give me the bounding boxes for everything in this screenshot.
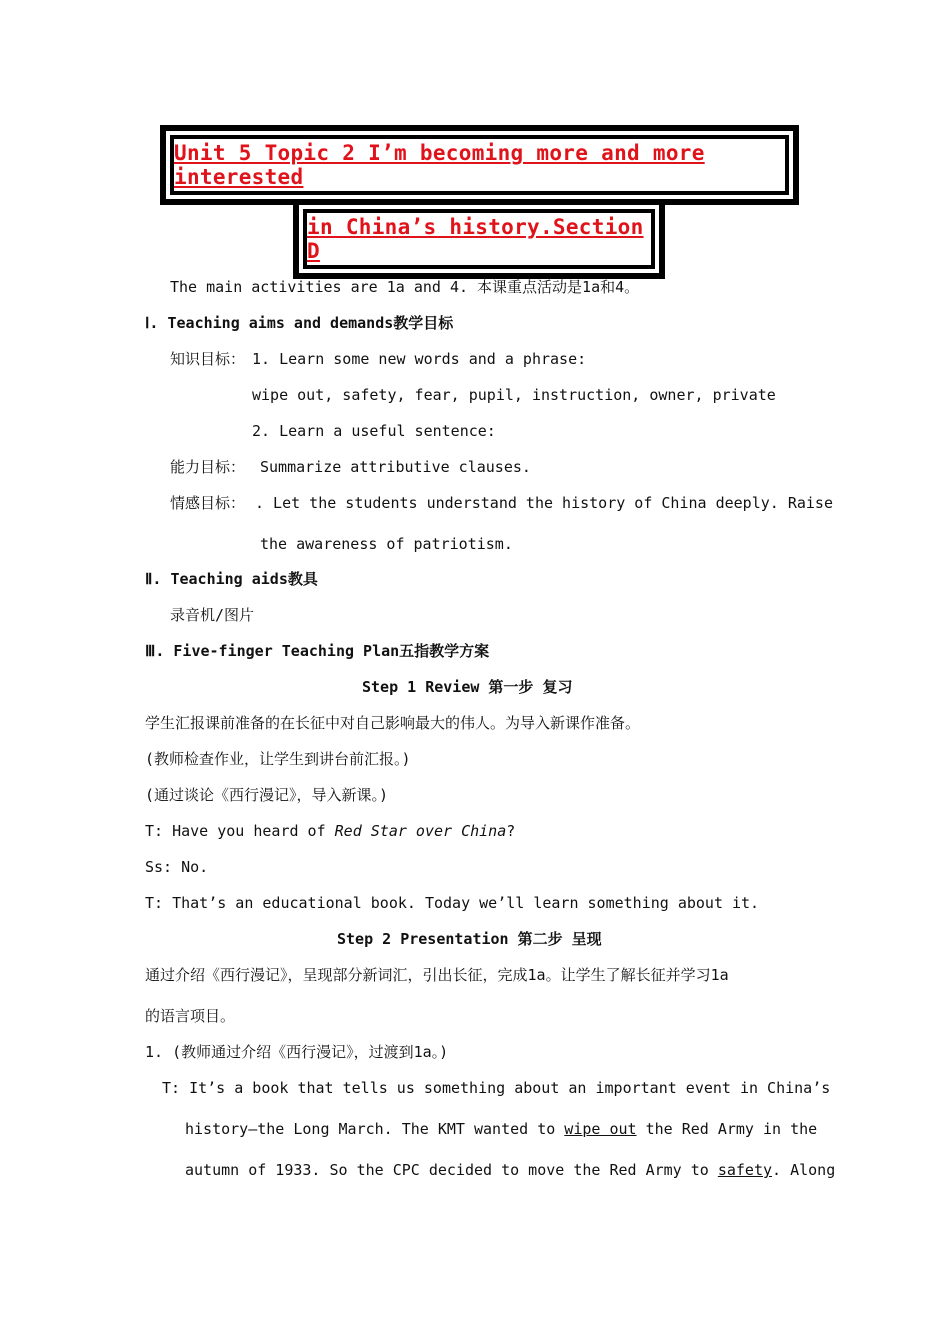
t3-line2-a: history—the Long March. The KMT wanted to: [185, 1120, 565, 1138]
emotion-text-1: . Let the students understand the history of China deeply. Raise: [255, 494, 833, 512]
step2-item-1: 1. (教师通过介绍《西行漫记》，过渡到1a。): [145, 1043, 449, 1061]
knowledge-item-2: 2. Learn a useful sentence:: [252, 422, 496, 440]
step1-heading: Step 1 Review 第一步 复习: [362, 678, 573, 696]
step1-paragraph-1: 学生汇报课前准备的在长征中对自己影响最大的伟人。为导入新课作准备。: [145, 714, 641, 732]
knowledge-words: wipe out, safety, fear, pupil, instruction, owner, private: [252, 386, 776, 404]
emotion-text-2: the awareness of patriotism.: [260, 535, 513, 553]
step1-paragraph-3: (通过谈论《西行漫记》，导入新课。): [145, 786, 389, 804]
document-title-line2: in China’s history.Section D: [307, 215, 644, 263]
dialogue-t3-line1: T: It’s a book that tells us something about an important event in China’s: [162, 1079, 831, 1097]
dialogue-t1-suffix: ?: [506, 822, 516, 840]
dialogue-t2: T: That’s an educational book. Today we’ll learn something about it.: [145, 894, 760, 912]
dialogue-ss1: Ss: No.: [145, 858, 209, 876]
book-title: Red Star over China: [334, 822, 507, 840]
title-box-2: [303, 209, 655, 269]
teaching-aids: 录音机/图片: [170, 606, 255, 624]
dialogue-t3-line3: [185, 1160, 835, 1180]
intro-text: The main activities are 1a and 4. 本课重点活动是1a和4。: [170, 278, 640, 296]
t3-line3-b: . Along: [772, 1161, 836, 1179]
knowledge-label: 知识目标：: [170, 350, 246, 368]
title-box-1: [170, 135, 789, 195]
dialogue-t1-prefix: T: Have you heard of: [145, 822, 335, 840]
document-title-line1: Unit 5 Topic 2 I’m becoming more and more interested: [174, 141, 705, 189]
t3-line2-b: the Red Army in the: [636, 1120, 818, 1138]
section1-heading: Ⅰ. Teaching aims and demands教学目标: [145, 314, 454, 332]
dialogue-t3-line2: [185, 1119, 817, 1139]
t3-line3-a: autumn of 1933. So the CPC decided to move the Red Army to: [185, 1161, 718, 1179]
dialogue-t1: [145, 821, 515, 841]
section2-heading: Ⅱ. Teaching aids教具: [145, 570, 318, 588]
step2-heading: Step 2 Presentation 第二步 呈现: [337, 930, 602, 948]
vocab-wipe-out: wipe out: [564, 1120, 637, 1138]
emotion-label: 情感目标：: [170, 494, 246, 512]
vocab-safety: safety: [717, 1161, 773, 1179]
step1-paragraph-2: (教师检查作业，让学生到讲台前汇报。): [145, 750, 411, 768]
step2-paragraph-1: 通过介绍《西行漫记》，呈现部分新词汇，引出长征，完成1a。让学生了解长征并学习1a: [145, 966, 729, 984]
step2-paragraph-2: 的语言项目。: [145, 1007, 236, 1025]
ability-label: 能力目标：: [170, 458, 246, 476]
section3-heading: Ⅲ. Five-finger Teaching Plan五指教学方案: [145, 642, 490, 660]
knowledge-item-1: 1. Learn some new words and a phrase:: [252, 350, 587, 368]
ability-text: Summarize attributive clauses.: [260, 458, 531, 476]
